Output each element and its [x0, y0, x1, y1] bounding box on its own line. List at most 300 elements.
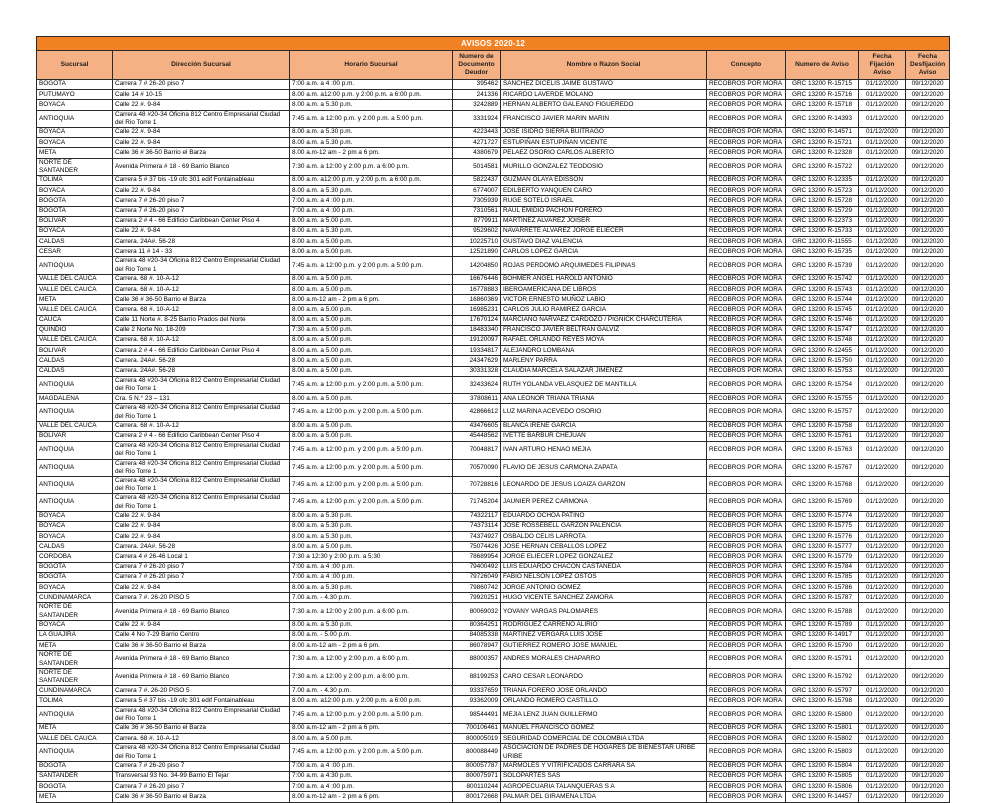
table-cell[interactable]: 01/12/2020 [859, 521, 906, 531]
table-cell[interactable]: 01/12/2020 [859, 394, 906, 404]
table-cell[interactable]: RECOBROS POR MORA [707, 247, 786, 257]
col-header-nombre-razon-social[interactable]: Nombre o Razon Social [501, 51, 707, 80]
table-cell[interactable]: GRC 13200 R-15805 [786, 771, 859, 781]
table-cell[interactable]: BOGOTA [37, 562, 113, 572]
table-cell[interactable]: CALDAS [37, 366, 113, 376]
table-cell[interactable]: BOGOTA [37, 196, 113, 206]
table-cell[interactable]: RECOBROS POR MORA [707, 186, 786, 196]
table-cell[interactable]: LEONARDO DE JESUS LOAIZA GARZON [501, 476, 707, 493]
table-cell[interactable]: 09/12/2020 [906, 421, 950, 431]
table-cell[interactable]: Carrera 5 # 37 bis -19 ofc 301 edif Fontainableau [113, 696, 290, 706]
table-cell[interactable]: Carrera. 68 #. 10-A-12 [113, 734, 290, 744]
table-cell[interactable]: 01/12/2020 [859, 90, 906, 100]
table-cell[interactable]: 800057787 [453, 761, 501, 771]
table-cell[interactable]: Carrera 7 # 26-20 piso 7 [113, 196, 290, 206]
table-cell[interactable]: RECOBROS POR MORA [707, 325, 786, 335]
table-cell[interactable]: GRC 13200 R-15748 [786, 335, 859, 345]
table-cell[interactable]: 8.00 a.m-12 am - 2 pm a 6 pm. [290, 641, 453, 651]
table-cell[interactable]: ANTIOQUIA [37, 459, 113, 476]
table-cell[interactable]: PELAEZ OSORIO CARLOS ALBERTO [501, 148, 707, 158]
table-cell[interactable]: 8.00 a.m. a 5.00 p.m. [290, 216, 453, 226]
table-cell[interactable]: GRC 13200 R-12335 [786, 175, 859, 185]
table-cell[interactable]: 09/12/2020 [906, 305, 950, 315]
table-cell[interactable]: CORDOBA [37, 552, 113, 562]
table-cell[interactable]: BOLIVAR [37, 346, 113, 356]
table-cell[interactable]: Calle 36 # 36-50 Barrio el Barza [113, 295, 290, 305]
table-cell[interactable]: GRC 13200 R-15790 [786, 641, 859, 651]
table-cell[interactable]: 4380679 [453, 148, 501, 158]
table-cell[interactable]: ANTIOQUIA [37, 442, 113, 459]
table-cell[interactable]: Calle 4 No 7-29 Barrio Centro [113, 631, 290, 641]
table-cell[interactable]: MARLENY PARRA [501, 356, 707, 366]
table-cell[interactable]: 01/12/2020 [859, 723, 906, 733]
table-cell[interactable]: Carrera 4 # 26-46 Local 1 [113, 552, 290, 562]
table-cell[interactable]: RECOBROS POR MORA [707, 771, 786, 781]
table-cell[interactable]: META [37, 723, 113, 733]
table-cell[interactable]: RECOBROS POR MORA [707, 583, 786, 593]
table-cell[interactable]: 7:30 a.m. a 5:00 p.m. [290, 325, 453, 335]
table-cell[interactable]: 8.00 a.m. a 5.00 p.m. [290, 335, 453, 345]
table-cell[interactable]: META [37, 148, 113, 158]
table-cell[interactable]: 43476605 [453, 421, 501, 431]
table-cell[interactable]: 09/12/2020 [906, 744, 950, 761]
table-cell[interactable]: LUIS EDUARDO CHACON CASTAÑEDA [501, 562, 707, 572]
table-cell[interactable]: 01/12/2020 [859, 148, 906, 158]
table-cell[interactable]: 01/12/2020 [859, 620, 906, 630]
table-cell[interactable]: Carrera 48 #20-34 Oficina 812 Centro Empresarial Ciudad del Rio Torre 1 [113, 459, 290, 476]
table-cell[interactable]: 8779911 [453, 216, 501, 226]
table-cell[interactable]: BOYACA [37, 620, 113, 630]
table-cell[interactable]: 700106461 [453, 723, 501, 733]
table-cell[interactable]: 17670124 [453, 315, 501, 325]
table-cell[interactable]: 80069032 [453, 603, 501, 620]
table-cell[interactable]: GRC 13200 R-15786 [786, 583, 859, 593]
table-cell[interactable]: Carrera 48 #20-34 Oficina 812 Centro Empresarial Ciudad del Rio Torre 1 [113, 494, 290, 511]
table-cell[interactable]: RECOBROS POR MORA [707, 216, 786, 226]
table-cell[interactable]: 09/12/2020 [906, 80, 950, 90]
col-header-sucursal[interactable]: Sucursal [37, 51, 113, 80]
table-cell[interactable]: 09/12/2020 [906, 257, 950, 274]
table-cell[interactable]: RECOBROS POR MORA [707, 90, 786, 100]
table-cell[interactable]: 7.00 a.m. - 4.30 p.m. [290, 593, 453, 603]
table-cell[interactable]: GRC 13200 R-12328 [786, 148, 859, 158]
table-cell[interactable]: GRC 13200 R-15798 [786, 696, 859, 706]
table-cell[interactable]: 98544491 [453, 706, 501, 723]
table-cell[interactable]: GRC 13200 R-15716 [786, 90, 859, 100]
table-cell[interactable]: 8.00 a.m. a 5.30 p.m. [290, 511, 453, 521]
table-cell[interactable]: 09/12/2020 [906, 138, 950, 148]
table-cell[interactable]: 5014581 [453, 158, 501, 175]
table-cell[interactable]: RECOBROS POR MORA [707, 476, 786, 493]
table-cell[interactable]: Calle 36 # 36-50 Barrio el Barza [113, 148, 290, 158]
table-cell[interactable]: 01/12/2020 [859, 100, 906, 110]
table-cell[interactable]: 7:45 a.m. a 12:00 p.m. y 2:00 p.m. a 5:00 p.m. [290, 494, 453, 511]
table-cell[interactable]: 7:30 a.m. a 12:00 y 2:00 p.m. a 6:00 p.m. [290, 158, 453, 175]
table-cell[interactable]: RECOBROS POR MORA [707, 494, 786, 511]
table-cell[interactable]: 80364251 [453, 620, 501, 630]
table-cell[interactable]: GRC 13200 R-15802 [786, 734, 859, 744]
table-cell[interactable]: 79400492 [453, 562, 501, 572]
table-cell[interactable]: 01/12/2020 [859, 631, 906, 641]
table-cell[interactable]: GRC 13200 R-15754 [786, 376, 859, 393]
table-cell[interactable]: 01/12/2020 [859, 782, 906, 792]
col-header-fecha-desfijacion[interactable]: Fecha Desfijación Aviso [906, 51, 950, 80]
table-cell[interactable]: GRC 13200 R-15777 [786, 542, 859, 552]
table-cell[interactable]: 8.00 a.m-12 am - 2 pm a 6 pm. [290, 295, 453, 305]
table-cell[interactable]: 01/12/2020 [859, 285, 906, 295]
table-cell[interactable]: 7:45 a.m. a 12:00 p.m. y 2:00 p.m. a 5:00 p.m. [290, 476, 453, 493]
table-cell[interactable]: 93337659 [453, 686, 501, 696]
table-cell[interactable]: RECOBROS POR MORA [707, 100, 786, 110]
table-cell[interactable]: RAFAEL ORLANDO REYES MOYA [501, 335, 707, 345]
table-cell[interactable]: BOYACA [37, 532, 113, 542]
table-cell[interactable]: 01/12/2020 [859, 603, 906, 620]
table-cell[interactable]: 8.00 a.m. a 5.00 p.m. [290, 542, 453, 552]
table-cell[interactable]: BOYACA [37, 583, 113, 593]
col-header-numero-documento[interactable]: Numero de Documento Deudor [453, 51, 501, 80]
table-cell[interactable]: 01/12/2020 [859, 511, 906, 521]
table-cell[interactable]: 79726049 [453, 572, 501, 582]
table-cell[interactable]: GRC 13200 R-15768 [786, 476, 859, 493]
table-cell[interactable]: Carrera 7 # 26-20 piso 7 [113, 572, 290, 582]
table-cell[interactable]: VALLE DEL CAUCA [37, 335, 113, 345]
table-cell[interactable]: 01/12/2020 [859, 274, 906, 284]
table-cell[interactable]: 09/12/2020 [906, 542, 950, 552]
table-cell[interactable]: 01/12/2020 [859, 404, 906, 421]
table-cell[interactable]: 01/12/2020 [859, 572, 906, 582]
table-cell[interactable]: Calle 22 #. 9-84 [113, 620, 290, 630]
table-cell[interactable]: 32433624 [453, 376, 501, 393]
table-cell[interactable]: SANCHEZ DICELIS JAIME GUSTAVO [501, 80, 707, 90]
table-cell[interactable]: RECOBROS POR MORA [707, 696, 786, 706]
table-cell[interactable]: GRC 13200 R-15803 [786, 744, 859, 761]
table-cell[interactable]: BOGOTA [37, 761, 113, 771]
table-cell[interactable]: GRC 13200 R-15729 [786, 206, 859, 216]
table-cell[interactable]: 09/12/2020 [906, 686, 950, 696]
table-cell[interactable]: GRC 13200 R-15742 [786, 274, 859, 284]
table-cell[interactable]: 09/12/2020 [906, 706, 950, 723]
table-cell[interactable]: META [37, 792, 113, 802]
table-cell[interactable]: RECOBROS POR MORA [707, 603, 786, 620]
table-cell[interactable]: MARMOLES Y VITRIFICADOS CARRARA SA [501, 761, 707, 771]
table-cell[interactable]: 09/12/2020 [906, 196, 950, 206]
table-cell[interactable]: 8.00 a.m. a12:00 p.m. y 2:00 p.m. a 6:00 p.m. [290, 696, 453, 706]
table-cell[interactable]: Calle 36 # 36-50 Barrio el Barza [113, 792, 290, 802]
table-cell[interactable]: BOLIVAR [37, 431, 113, 441]
table-cell[interactable]: 241336 [453, 90, 501, 100]
table-cell[interactable]: RUTH YOLANDA VELASQUEZ DE MANTILLA [501, 376, 707, 393]
table-cell[interactable]: GRC 13200 R-15806 [786, 782, 859, 792]
table-cell[interactable]: 8.00 a.m. a 5.30 p.m. [290, 583, 453, 593]
table-cell[interactable]: MARTINEZ ALVAREZ JOISER [501, 216, 707, 226]
table-cell[interactable]: RECOBROS POR MORA [707, 668, 786, 685]
table-cell[interactable]: 09/12/2020 [906, 442, 950, 459]
table-cell[interactable]: GRC 13200 R-15747 [786, 325, 859, 335]
table-cell[interactable]: 19120097 [453, 335, 501, 345]
table-cell[interactable]: 01/12/2020 [859, 734, 906, 744]
table-cell[interactable]: RECOBROS POR MORA [707, 110, 786, 127]
table-cell[interactable]: MURILLO GONZALEZ TEODOSIO [501, 158, 707, 175]
table-cell[interactable]: RECOBROS POR MORA [707, 686, 786, 696]
table-cell[interactable]: RECOBROS POR MORA [707, 356, 786, 366]
table-cell[interactable]: RECOBROS POR MORA [707, 206, 786, 216]
table-cell[interactable]: 4271727 [453, 138, 501, 148]
table-cell[interactable]: BOYACA [37, 138, 113, 148]
table-cell[interactable]: VALLE DEL CAUCA [37, 285, 113, 295]
table-cell[interactable]: Carrera 2 # 4 - 66 Edificio Caribbean Center Piso 4 [113, 346, 290, 356]
col-header-concepto[interactable]: Concepto [707, 51, 786, 80]
table-cell[interactable]: BOYACA [37, 226, 113, 236]
table-cell[interactable]: 09/12/2020 [906, 572, 950, 582]
table-cell[interactable]: Carrera. 68 #. 10-A-12 [113, 305, 290, 315]
table-cell[interactable]: 7:45 a.m. a 12:00 p.m. y 2:00 p.m. a 5:00 p.m. [290, 110, 453, 127]
table-cell[interactable]: ANTIOQUIA [37, 706, 113, 723]
table-cell[interactable]: NORTE DE SANTANDER [37, 158, 113, 175]
table-cell[interactable]: GRC 13200 R-15791 [786, 651, 859, 668]
table-cell[interactable]: ROJAS PERDOMO ARQUIMEDES FILIPINAS [501, 257, 707, 274]
table-cell[interactable]: 88199253 [453, 668, 501, 685]
table-cell[interactable]: 01/12/2020 [859, 196, 906, 206]
table-cell[interactable]: BOYACA [37, 100, 113, 110]
table-cell[interactable]: 01/12/2020 [859, 335, 906, 345]
table-cell[interactable]: Carrera 7 # 26-20 piso 7 [113, 761, 290, 771]
table-cell[interactable]: JOSE HERNAN CEBALLOS LOPEZ [501, 542, 707, 552]
table-cell[interactable]: 09/12/2020 [906, 356, 950, 366]
table-cell[interactable]: 8.00 a.m. a 5.00 p.m. [290, 734, 453, 744]
table-cell[interactable]: 79860742 [453, 583, 501, 593]
table-cell[interactable]: 09/12/2020 [906, 603, 950, 620]
table-cell[interactable]: 8.00 a.m-12 am - 2 pm a 6 pm. [290, 723, 453, 733]
table-cell[interactable]: GRC 13200 R-15739 [786, 257, 859, 274]
table-cell[interactable]: TOLIMA [37, 696, 113, 706]
table-cell[interactable]: GRC 13200 R-15733 [786, 226, 859, 236]
table-cell[interactable]: TRIANA FORERO JOSE ORLANDO [501, 686, 707, 696]
table-cell[interactable]: Carrera. 68 #. 10-A-12 [113, 335, 290, 345]
table-cell[interactable]: 7:45 a.m. a 12:00 p.m. y 2:00 p.m. a 5:00 p.m. [290, 404, 453, 421]
table-cell[interactable]: 09/12/2020 [906, 593, 950, 603]
table-cell[interactable]: GRC 13200 R-15792 [786, 668, 859, 685]
table-cell[interactable]: GRC 13200 R-15755 [786, 394, 859, 404]
table-cell[interactable]: RECOBROS POR MORA [707, 366, 786, 376]
table-cell[interactable]: Calle 22 #. 9-84 [113, 226, 290, 236]
table-cell[interactable]: RECOBROS POR MORA [707, 782, 786, 792]
table-cell[interactable]: EDILBERTO YANQUEN CARO [501, 186, 707, 196]
table-cell[interactable]: RECOBROS POR MORA [707, 404, 786, 421]
table-cell[interactable]: 18483340 [453, 325, 501, 335]
table-cell[interactable]: GRC 13200 R-14457 [786, 792, 859, 802]
table-cell[interactable]: 5822437 [453, 175, 501, 185]
table-cell[interactable]: Carrera 7 #. 26-20 PISO 5 [113, 593, 290, 603]
table-cell[interactable]: RECOBROS POR MORA [707, 542, 786, 552]
table-cell[interactable]: 7:45 a.m. a 12:00 p.m. y 2:00 p.m. a 5:00 p.m. [290, 706, 453, 723]
table-cell[interactable]: 7:00 a.m. a 4 :00 p.m. [290, 196, 453, 206]
table-cell[interactable]: RECOBROS POR MORA [707, 196, 786, 206]
table-cell[interactable]: 09/12/2020 [906, 274, 950, 284]
table-cell[interactable]: 09/12/2020 [906, 226, 950, 236]
table-cell[interactable]: RECOBROS POR MORA [707, 127, 786, 137]
table-cell[interactable]: RECOBROS POR MORA [707, 706, 786, 723]
table-cell[interactable]: RECOBROS POR MORA [707, 226, 786, 236]
table-cell[interactable]: VALLE DEL CAUCA [37, 274, 113, 284]
table-cell[interactable]: 09/12/2020 [906, 247, 950, 257]
table-cell[interactable]: 84085338 [453, 631, 501, 641]
table-cell[interactable]: 16676446 [453, 274, 501, 284]
table-cell[interactable]: META [37, 295, 113, 305]
table-cell[interactable]: Calle 22 #. 9-84 [113, 583, 290, 593]
table-cell[interactable]: 8.00 a.m. a 5.00 p.m. [290, 356, 453, 366]
table-cell[interactable]: BOGOTA [37, 572, 113, 582]
table-cell[interactable]: ANTIOQUIA [37, 376, 113, 393]
table-cell[interactable]: SANTANDER [37, 771, 113, 781]
table-cell[interactable]: 09/12/2020 [906, 583, 950, 593]
table-cell[interactable]: 16860369 [453, 295, 501, 305]
table-cell[interactable]: 3242889 [453, 100, 501, 110]
table-cell[interactable]: JOSE ROSSEBELL GARZON PALENCIA [501, 521, 707, 531]
table-cell[interactable]: RAUL EMIDIO PACHON FORERO [501, 206, 707, 216]
table-cell[interactable]: 09/12/2020 [906, 127, 950, 137]
table-cell[interactable]: LUZ MARINA ACEVEDO OSORIO [501, 404, 707, 421]
table-cell[interactable]: 8.00 a.m. a 5.00 p.m. [290, 247, 453, 257]
table-cell[interactable]: 45448562 [453, 431, 501, 441]
table-cell[interactable]: 01/12/2020 [859, 459, 906, 476]
table-cell[interactable]: Calle 22 #. 9-84 [113, 532, 290, 542]
table-cell[interactable]: CALDAS [37, 237, 113, 247]
table-cell[interactable]: 09/12/2020 [906, 346, 950, 356]
table-cell[interactable]: Carrera 7 #. 26-20 PISO 5 [113, 686, 290, 696]
table-cell[interactable]: Avenida Primera # 18 - 69 Barrio Blanco [113, 158, 290, 175]
table-cell[interactable]: 01/12/2020 [859, 346, 906, 356]
table-cell[interactable]: GRC 13200 R-15774 [786, 511, 859, 521]
table-cell[interactable]: RECOBROS POR MORA [707, 285, 786, 295]
table-cell[interactable]: 01/12/2020 [859, 127, 906, 137]
table-cell[interactable]: 09/12/2020 [906, 734, 950, 744]
table-cell[interactable]: 09/12/2020 [906, 394, 950, 404]
table-cell[interactable]: 8.00 a.m. a 5.00 p.m. [290, 394, 453, 404]
table-cell[interactable]: 09/12/2020 [906, 476, 950, 493]
table-cell[interactable]: Calle 11 Norte #. 8-25 Barrio Prados del Norte [113, 315, 290, 325]
table-cell[interactable]: GRC 13200 R-15750 [786, 356, 859, 366]
table-cell[interactable]: 01/12/2020 [859, 532, 906, 542]
table-cell[interactable]: FABIO NELSON LOPEZ OSTOS [501, 572, 707, 582]
table-cell[interactable]: ANTIOQUIA [37, 404, 113, 421]
table-cell[interactable]: RECOBROS POR MORA [707, 305, 786, 315]
table-cell[interactable]: 7:30 a.m. a 12:00 y 2:00 p.m. a 6:00 p.m. [290, 651, 453, 668]
table-cell[interactable]: BOLIVAR [37, 216, 113, 226]
table-cell[interactable]: 8.00 a.m. a12:00 p.m. y 2:00 p.m. a 6:00 p.m. [290, 90, 453, 100]
table-cell[interactable]: 8.00 a.m-12 am - 2 pm a 6 pm. [290, 792, 453, 802]
table-cell[interactable]: RECOBROS POR MORA [707, 431, 786, 441]
table-cell[interactable]: RECOBROS POR MORA [707, 376, 786, 393]
table-cell[interactable]: VALLE DEL CAUCA [37, 305, 113, 315]
table-cell[interactable]: GRC 13200 R-15775 [786, 521, 859, 531]
table-cell[interactable]: 800088449 [453, 744, 501, 761]
table-cell[interactable]: 01/12/2020 [859, 138, 906, 148]
table-cell[interactable]: 8.00 a.m. a 5.30 p.m. [290, 521, 453, 531]
table-cell[interactable]: MARTINEZ VERGARA LUIS JOSE [501, 631, 707, 641]
table-cell[interactable]: VALLE DEL CAUCA [37, 734, 113, 744]
table-cell[interactable]: 01/12/2020 [859, 771, 906, 781]
table-cell[interactable]: IVETTE BARBUR CHEJUAN [501, 431, 707, 441]
table-cell[interactable]: 7:00 a.m. a 4 :00 p.m. [290, 572, 453, 582]
table-cell[interactable]: FLAVIO DE JESUS CARMONA ZAPATA [501, 459, 707, 476]
table-cell[interactable]: 01/12/2020 [859, 305, 906, 315]
table-cell[interactable]: 7:00 a.m. a 4 :00 p.m. [290, 562, 453, 572]
table-cell[interactable]: 01/12/2020 [859, 206, 906, 216]
table-cell[interactable]: Calle 22 #. 9-84 [113, 127, 290, 137]
table-cell[interactable]: 8.00 a.m. a 5.30 p.m. [290, 138, 453, 148]
table-cell[interactable]: ALEJANDRO LOMBANA [501, 346, 707, 356]
table-cell[interactable]: GRC 13200 R-15721 [786, 138, 859, 148]
table-cell[interactable]: RECOBROS POR MORA [707, 641, 786, 651]
table-cell[interactable]: 01/12/2020 [859, 226, 906, 236]
table-cell[interactable]: CUNDINAMARCA [37, 593, 113, 603]
table-cell[interactable]: GRC 13200 R-12373 [786, 216, 859, 226]
table-cell[interactable]: GUTIERREZ ROMERO JOSE MANUEL [501, 641, 707, 651]
table-cell[interactable]: 8.00 a.m. a 5.00 p.m. [290, 274, 453, 284]
table-cell[interactable]: 7.00 a.m. - 4.30 p.m. [290, 686, 453, 696]
table-cell[interactable]: RECOBROS POR MORA [707, 552, 786, 562]
table-cell[interactable]: CAUCA [37, 315, 113, 325]
table-cell[interactable]: RECOBROS POR MORA [707, 346, 786, 356]
table-cell[interactable]: RECOBROS POR MORA [707, 651, 786, 668]
table-cell[interactable]: Calle 22 #. 9-84 [113, 186, 290, 196]
table-cell[interactable]: BOHMER ANGEL HAROLD ANTONIO [501, 274, 707, 284]
table-cell[interactable]: RICARDO LAVERDE MOLANO [501, 90, 707, 100]
table-cell[interactable]: GRC 13200 R-15723 [786, 186, 859, 196]
table-cell[interactable]: RECOBROS POR MORA [707, 237, 786, 247]
table-cell[interactable]: RECOBROS POR MORA [707, 761, 786, 771]
table-cell[interactable]: 01/12/2020 [859, 110, 906, 127]
table-cell[interactable]: 01/12/2020 [859, 376, 906, 393]
table-cell[interactable]: 09/12/2020 [906, 494, 950, 511]
table-cell[interactable]: CALDAS [37, 542, 113, 552]
table-cell[interactable]: GRC 13200 R-14571 [786, 127, 859, 137]
table-cell[interactable]: Carrera 48 #20-34 Oficina 812 Centro Empresarial Ciudad del Rio Torre 1 [113, 706, 290, 723]
table-cell[interactable]: 09/12/2020 [906, 761, 950, 771]
table-cell[interactable]: HUGO VICENTE SANCHEZ ZAMORA [501, 593, 707, 603]
table-cell[interactable]: 09/12/2020 [906, 562, 950, 572]
table-cell[interactable]: Carrera 2 # 4 - 66 Edificio Caribbean Center Piso 4 [113, 216, 290, 226]
table-cell[interactable]: 09/12/2020 [906, 175, 950, 185]
table-cell[interactable]: Carrera. 24A#. 56-28 [113, 542, 290, 552]
table-cell[interactable]: GRC 13200 R-15788 [786, 603, 859, 620]
table-cell[interactable]: NORTE DE SANTANDER [37, 651, 113, 668]
table-cell[interactable]: RECOBROS POR MORA [707, 744, 786, 761]
table-cell[interactable]: 70728816 [453, 476, 501, 493]
table-cell[interactable]: Calle 14 # 10-15 [113, 90, 290, 100]
table-cell[interactable]: 01/12/2020 [859, 366, 906, 376]
table-cell[interactable]: 86078947 [453, 641, 501, 651]
table-cell[interactable]: VICTOR ERNESTO MUÑOZ LABIO [501, 295, 707, 305]
table-cell[interactable]: 7:30 a.m. a 12:00 y 2:00 p.m. a 6:00 p.m. [290, 603, 453, 620]
table-cell[interactable]: 7:30 a 12:30 y 2:00 p.m. a 5:30 [290, 552, 453, 562]
table-cell[interactable]: RECOBROS POR MORA [707, 620, 786, 630]
table-cell[interactable]: 8.00 a.m. a 5.00 p.m. [290, 421, 453, 431]
table-cell[interactable]: Carrera. 68 #. 10-A-12 [113, 285, 290, 295]
table-cell[interactable]: 09/12/2020 [906, 237, 950, 247]
table-cell[interactable]: 10225710 [453, 237, 501, 247]
table-cell[interactable]: RECOBROS POR MORA [707, 257, 786, 274]
col-header-fecha-fijacion[interactable]: Fecha Fijación Aviso [859, 51, 906, 80]
table-cell[interactable]: CARLOS LOPEZ GARCIA [501, 247, 707, 257]
table-cell[interactable]: 74374927 [453, 532, 501, 542]
table-cell[interactable]: Carrera 48 #20-34 Oficina 812 Centro Empresarial Ciudad del Rio Torre 1 [113, 476, 290, 493]
table-cell[interactable]: 09/12/2020 [906, 186, 950, 196]
table-cell[interactable]: Cra. 5 N.° 23 – 131 [113, 394, 290, 404]
table-cell[interactable]: GRC 13200 R-15789 [786, 620, 859, 630]
table-cell[interactable]: GRC 13200 R-15722 [786, 158, 859, 175]
table-cell[interactable]: RECOBROS POR MORA [707, 631, 786, 641]
